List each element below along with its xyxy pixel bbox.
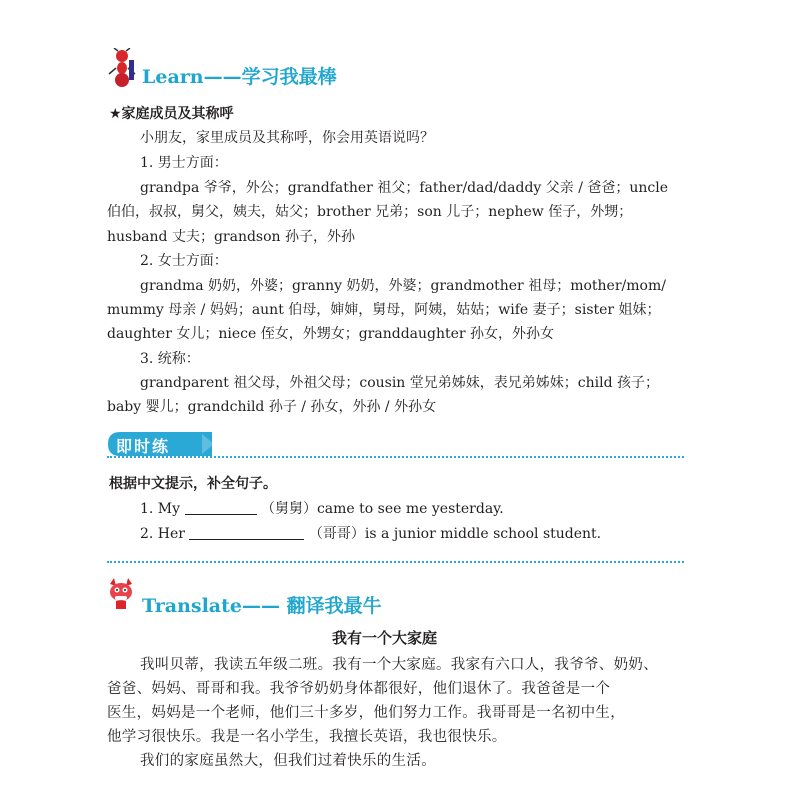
- learn-section-title: Learn——学习我最棒: [142, 66, 337, 88]
- male-line-1: grandpa 爷爷，外公；grandfather 祖父；father/dad/daddy 父亲 / 爸爸；uncle: [140, 180, 669, 196]
- male-line-3: husband 丈夫；grandson 孙子，外孙: [107, 229, 356, 245]
- story-line-3: 医生，妈妈是一个老师，他们三十多岁，他们努力工作。我哥哥是一名初中生，: [107, 705, 625, 721]
- story-title: 我有一个大家庭: [332, 629, 438, 647]
- female-line-3: daughter 女儿；niece 侄女，外甥女；granddaughter 孙女，外孙女: [107, 326, 555, 342]
- practice-badge-label: 即时练: [116, 437, 171, 456]
- translate-section-title: Translate—— 翻译我最牛: [142, 595, 382, 617]
- female-line-1: grandma 奶奶，外婆；granny 奶奶，外婆；grandmother 祖母；mother/mom/: [140, 278, 666, 294]
- general-line-2: baby 婴儿；grandchild 孙子 / 孙女，外孙 / 外孙女: [107, 399, 437, 415]
- intro-text: 小朋友，家里成员及其称呼，你会用英语说吗？: [140, 130, 434, 146]
- male-heading: 1. 男士方面：: [140, 155, 228, 171]
- general-heading: 3. 统称：: [140, 351, 200, 367]
- female-line-2: mummy 母亲 / 妈妈；aunt 伯母，婶婶，舅母，阿姨，姑姑；wife 妻子；sister 姐妹；: [107, 302, 661, 318]
- question-2-prefix: 2. Her: [140, 526, 185, 542]
- male-line-2: 伯伯，叔叔，舅父，姨夫，姑父；brother 兄弟；son 儿子；nephew 侄子，外甥；: [107, 204, 633, 220]
- practice-instruction: 根据中文提示，补全句子。: [109, 476, 277, 492]
- story-line-1: 我叫贝蒂，我读五年级二班。我有一个大家庭。我家有六口人，我爷爷、奶奶、: [140, 657, 658, 673]
- practice-badge: [106, 430, 216, 458]
- story-line-4: 他学习很快乐。我是一名小学生，我擅长英语，我也很快乐。: [107, 729, 507, 745]
- story-line-2: 爸爸、妈妈、哥哥和我。我爷爷奶奶身体都很好，他们退休了。我爸爸是一个: [107, 681, 611, 697]
- story-line-5: 我们的家庭虽然大，但我们过着快乐的生活。: [140, 753, 436, 769]
- answer-blank-1[interactable]: [185, 500, 257, 515]
- question-1: [140, 499, 504, 519]
- question-2: [140, 524, 601, 544]
- question-1-prefix: 1. My: [140, 501, 181, 517]
- practice-divider-top: [107, 456, 684, 458]
- ant-mascot-icon: [107, 48, 137, 88]
- devil-mascot-icon: [106, 578, 136, 610]
- general-line-1: grandparent 祖父母，外祖父母；cousin 堂兄弟姊妹，表兄弟姊妹；child 孩子；: [140, 375, 659, 391]
- practice-divider-bottom: [107, 561, 684, 563]
- female-heading: 2. 女士方面：: [140, 253, 228, 269]
- answer-blank-2[interactable]: [189, 525, 304, 540]
- question-2-hint: （哥哥）is a junior middle school student.: [308, 526, 602, 542]
- family-members-heading: ★家庭成员及其称呼: [109, 106, 234, 122]
- question-1-hint: （舅舅）came to see me yesterday.: [260, 501, 504, 517]
